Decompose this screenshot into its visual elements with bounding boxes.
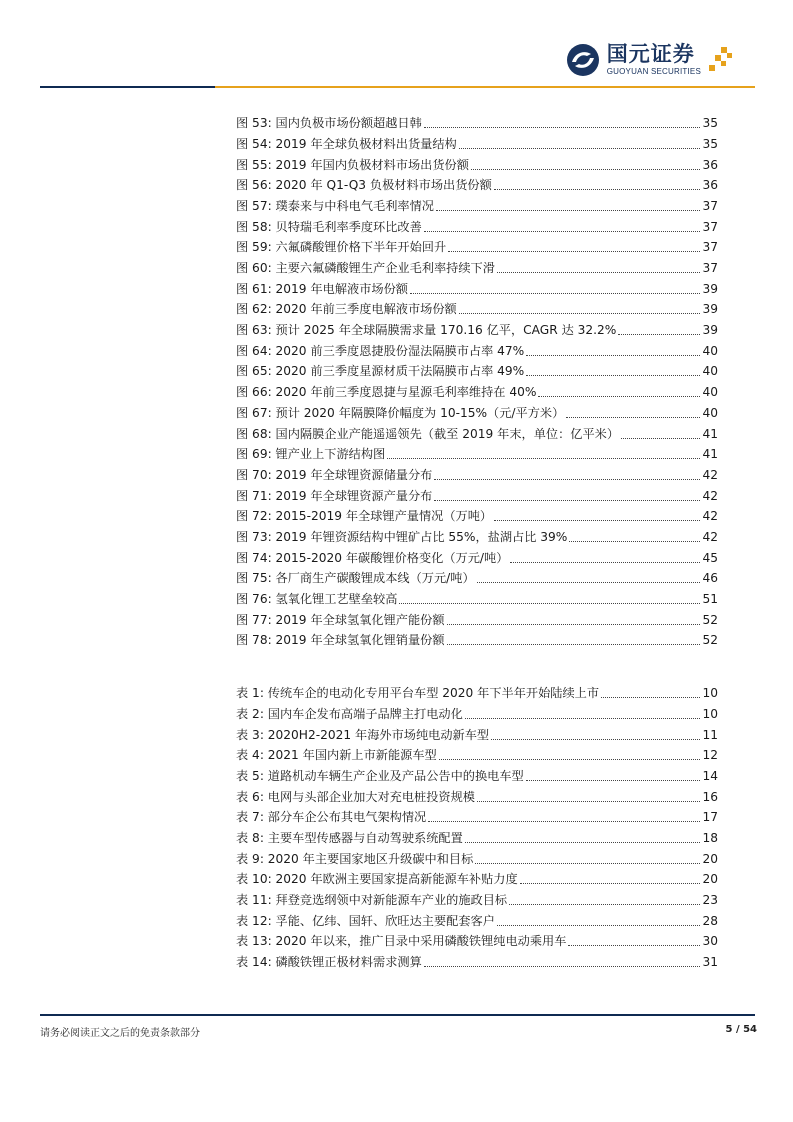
dot-leader bbox=[509, 892, 700, 905]
toc-entry[interactable] bbox=[236, 590, 718, 611]
dot-leader bbox=[491, 726, 700, 739]
toc-entry-page: 23 bbox=[702, 893, 718, 908]
toc-entry-page: 14 bbox=[702, 768, 718, 783]
dot-leader bbox=[569, 529, 700, 542]
logo-decoration-icon bbox=[707, 45, 733, 75]
toc-entry-page: 40 bbox=[702, 364, 718, 379]
dot-leader bbox=[477, 788, 701, 801]
toc-entry[interactable] bbox=[236, 321, 718, 342]
toc-entry-label: 表 10: 2020 年欧洲主要国家提高新能源车补贴力度 bbox=[236, 872, 518, 887]
toc-entry[interactable] bbox=[236, 611, 718, 632]
toc-entry-label: 表 12: 孚能、亿纬、国轩、欣旺达主要配套客户 bbox=[236, 913, 495, 928]
dot-leader bbox=[436, 198, 700, 211]
toc-entry-label: 图 61: 2019 年电解液市场份额 bbox=[236, 281, 408, 296]
toc-entry-label: 表 1: 传统车企的电动化专用平台车型 2020 年下半年开始陆续上市 bbox=[236, 686, 600, 701]
dot-leader bbox=[424, 954, 701, 967]
toc-entry-page: 36 bbox=[702, 178, 718, 193]
dot-leader bbox=[538, 384, 700, 397]
toc-entry[interactable] bbox=[236, 217, 718, 238]
toc-entry-label: 表 2: 国内车企发布高端子品牌主打电动化 bbox=[236, 706, 463, 721]
toc-entry-page: 12 bbox=[702, 748, 718, 763]
dot-leader bbox=[447, 612, 701, 625]
toc-entry-label: 图 67: 预计 2020 年隔膜降价幅度为 10-15%（元/平方米） bbox=[236, 405, 565, 420]
toc-entry[interactable] bbox=[236, 829, 718, 850]
toc-entry-label: 图 77: 2019 年全球氢氧化锂产能份额 bbox=[236, 612, 445, 627]
footer-disclaimer: 请务必阅读正文之后的免责条款部分 bbox=[40, 1028, 200, 1039]
toc-entry[interactable] bbox=[236, 362, 718, 383]
footer-rule bbox=[40, 1014, 755, 1016]
dot-leader bbox=[526, 768, 701, 781]
dot-leader bbox=[497, 260, 701, 273]
toc-entry[interactable] bbox=[236, 176, 718, 197]
toc-entry[interactable] bbox=[236, 808, 718, 829]
toc-entry-label: 图 56: 2020 年 Q1-Q3 负极材料市场出货份额 bbox=[236, 178, 492, 193]
dot-leader bbox=[434, 467, 700, 480]
toc-entry[interactable] bbox=[236, 197, 718, 218]
toc-entry-label: 图 57: 璞泰来与中科电气毛利率情况 bbox=[236, 198, 434, 213]
toc-entry-label: 图 70: 2019 年全球锂资源储量分布 bbox=[236, 467, 433, 482]
toc-entry-label: 表 11: 拜登竞选纲领中对新能源车产业的施政目标 bbox=[236, 893, 508, 908]
toc-entry[interactable] bbox=[236, 684, 718, 705]
dot-leader bbox=[465, 830, 701, 843]
toc-entry[interactable] bbox=[236, 850, 718, 871]
toc-entry[interactable] bbox=[236, 486, 718, 507]
toc-entry-label: 图 71: 2019 年全球锂资源产量分布 bbox=[236, 488, 433, 503]
dot-leader bbox=[510, 549, 700, 562]
dot-leader bbox=[520, 871, 701, 884]
dot-leader bbox=[526, 343, 700, 356]
toc-entry-label: 图 62: 2020 年前三季度电解液市场份额 bbox=[236, 302, 457, 317]
dot-leader bbox=[618, 322, 700, 335]
dot-leader bbox=[428, 809, 700, 822]
toc-entry-label: 图 55: 2019 年国内负极材料市场出货份额 bbox=[236, 157, 469, 172]
toc-entry[interactable] bbox=[236, 725, 718, 746]
toc-entry[interactable] bbox=[236, 507, 718, 528]
toc-entry-label: 图 58: 贝特瑞毛利率季度环比改善 bbox=[236, 219, 422, 234]
toc-entry-page: 35 bbox=[702, 136, 718, 151]
company-logo bbox=[565, 42, 733, 78]
toc-entry-page: 40 bbox=[702, 385, 718, 400]
toc-entry-label: 图 53: 国内负极市场份额超越日韩 bbox=[236, 116, 422, 131]
dot-leader bbox=[424, 218, 701, 231]
toc-entry-page: 18 bbox=[702, 831, 718, 845]
dot-leader bbox=[475, 851, 700, 864]
logo-chinese-name: 国元证券 bbox=[606, 42, 695, 66]
toc-entry-label: 图 60: 主要六氟磷酸锂生产企业毛利率持续下滑 bbox=[236, 261, 495, 275]
dot-leader bbox=[621, 425, 700, 438]
toc-entry-label: 图 78: 2019 年全球氢氧化锂销量份额 bbox=[236, 633, 445, 648]
dot-leader bbox=[494, 508, 700, 521]
toc-entry-page: 42 bbox=[702, 509, 718, 524]
toc-entry[interactable] bbox=[236, 342, 718, 363]
toc-entry-page: 30 bbox=[702, 934, 718, 949]
toc-entry[interactable] bbox=[236, 424, 718, 445]
toc-entry-label: 图 59: 六氟磷酸锂价格下半年开始回升 bbox=[236, 240, 447, 255]
toc-entry-label: 表 13: 2020 年以来，推广目录中采用磷酸铁锂纯电动乘用车 bbox=[236, 934, 567, 949]
dot-leader bbox=[399, 591, 700, 604]
dot-leader bbox=[526, 363, 700, 376]
dot-leader bbox=[459, 136, 701, 149]
toc-entry[interactable] bbox=[236, 569, 718, 590]
toc-entry-label: 图 72: 2015-2019 年全球锂产量情况（万吨） bbox=[236, 509, 493, 524]
toc-entry-label: 图 64: 2020 前三季度恩捷股份湿法隔膜市占率 47% bbox=[236, 343, 525, 358]
table-list bbox=[236, 684, 718, 974]
toc-entry[interactable] bbox=[236, 404, 718, 425]
logo-english-name: GUOYUAN SECURITIES bbox=[606, 67, 701, 76]
toc-entry-page: 36 bbox=[702, 157, 718, 172]
toc-entry-label: 图 63: 预计 2025 年全球隔膜需求量 170.16 亿平，CAGR 达 32.2% bbox=[236, 323, 617, 338]
toc-entry-page: 40 bbox=[702, 405, 718, 420]
toc-entry-label: 表 4: 2021 年国内新上市新能源车型 bbox=[236, 748, 437, 763]
toc-entry-label: 图 66: 2020 年前三季度恩捷与星源毛利率维持在 40% bbox=[236, 385, 537, 400]
toc-entry-page: 42 bbox=[702, 467, 718, 482]
toc-entry-page: 39 bbox=[702, 302, 718, 317]
toc-entry-page: 39 bbox=[702, 323, 718, 338]
toc-entry-page: 40 bbox=[702, 343, 718, 358]
dot-leader bbox=[387, 446, 700, 459]
dot-leader bbox=[568, 933, 700, 946]
toc-entry[interactable] bbox=[236, 300, 718, 321]
dot-leader bbox=[434, 487, 700, 500]
toc-entry[interactable] bbox=[236, 932, 718, 953]
toc-entry-label: 表 6: 电网与头部企业加大对充电桩投资规模 bbox=[236, 789, 475, 804]
dot-leader bbox=[447, 632, 701, 645]
toc-entry[interactable] bbox=[236, 631, 718, 652]
toc-entry[interactable] bbox=[236, 767, 718, 788]
toc-entry-label: 图 54: 2019 年全球负极材料出货量结构 bbox=[236, 136, 457, 151]
toc-entry[interactable] bbox=[236, 891, 718, 912]
toc-entry-page: 31 bbox=[702, 955, 718, 970]
dot-leader bbox=[566, 405, 700, 418]
toc-entry-label: 表 9: 2020 年主要国家地区升级碳中和目标 bbox=[236, 851, 474, 866]
dot-leader bbox=[471, 156, 701, 169]
toc-entry-page: 51 bbox=[702, 592, 718, 606]
toc-entry[interactable] bbox=[236, 953, 718, 974]
toc-entry-page: 37 bbox=[702, 261, 718, 275]
toc-entry[interactable] bbox=[236, 259, 718, 280]
dot-leader bbox=[477, 570, 701, 583]
dot-leader bbox=[424, 115, 701, 128]
toc-entry-page: 45 bbox=[702, 550, 718, 565]
toc-entry-label: 图 73: 2019 年锂资源结构中锂矿占比 55%，盐湖占比 39% bbox=[236, 529, 568, 544]
toc-entry-page: 11 bbox=[702, 727, 718, 742]
dot-leader bbox=[465, 706, 701, 719]
toc-entry-page: 46 bbox=[702, 571, 718, 586]
toc-entry-page: 37 bbox=[702, 219, 718, 234]
toc-entry[interactable] bbox=[236, 912, 718, 933]
toc-entry-page: 28 bbox=[702, 913, 718, 928]
toc-entry[interactable] bbox=[236, 746, 718, 767]
toc-entry-page: 52 bbox=[702, 633, 718, 648]
toc-entry-page: 35 bbox=[702, 116, 718, 131]
toc-entry[interactable] bbox=[236, 548, 718, 569]
toc-entry[interactable] bbox=[236, 787, 718, 808]
toc-entry-label: 表 14: 磷酸铁锂正极材料需求测算 bbox=[236, 955, 422, 970]
toc-entry[interactable] bbox=[236, 383, 718, 404]
toc-entry-label: 表 3: 2020H2-2021 年海外市场纯电动新车型 bbox=[236, 727, 490, 742]
toc-entry-page: 10 bbox=[702, 706, 718, 721]
toc-entry-label: 图 65: 2020 前三季度星源材质干法隔膜市占率 49% bbox=[236, 364, 525, 379]
toc-entry-page: 52 bbox=[702, 612, 718, 627]
toc-entry[interactable] bbox=[236, 445, 718, 466]
toc-entry-page: 41 bbox=[702, 447, 718, 462]
toc-entry[interactable] bbox=[236, 114, 718, 135]
toc-entry[interactable] bbox=[236, 466, 718, 487]
toc-entry[interactable] bbox=[236, 528, 718, 549]
toc-entry[interactable] bbox=[236, 155, 718, 176]
toc-entry[interactable] bbox=[236, 280, 718, 301]
toc-entry-label: 图 76: 氢氧化锂工艺壁垒较高 bbox=[236, 592, 398, 606]
toc-entry-page: 20 bbox=[702, 851, 718, 866]
toc-entry-page: 17 bbox=[702, 810, 718, 825]
toc-entry[interactable] bbox=[236, 705, 718, 726]
toc-entry-label: 表 5: 道路机动车辆生产企业及产品公告中的换电车型 bbox=[236, 768, 524, 783]
page-number: 5 / 54 bbox=[725, 1024, 757, 1035]
toc-entry-page: 16 bbox=[702, 789, 718, 804]
figure-list bbox=[236, 114, 718, 652]
toc-entry-page: 20 bbox=[702, 872, 718, 887]
toc-entry-page: 42 bbox=[702, 529, 718, 544]
toc-entry-page: 37 bbox=[702, 198, 718, 213]
toc-entry-label: 图 75: 各厂商生产碳酸锂成本线（万元/吨） bbox=[236, 571, 475, 586]
toc-entry-label: 图 68: 国内隔膜企业产能遥遥领先（截至 2019 年末，单位：亿平米） bbox=[236, 426, 620, 441]
dot-leader bbox=[494, 177, 701, 190]
guoyuan-logo-icon bbox=[565, 42, 601, 78]
dot-leader bbox=[459, 301, 701, 314]
toc-entry[interactable] bbox=[236, 870, 718, 891]
toc-entry[interactable] bbox=[236, 238, 718, 259]
toc-entry-page: 37 bbox=[702, 240, 718, 255]
toc-entry-label: 图 69: 锂产业上下游结构图 bbox=[236, 447, 386, 462]
toc-entry-page: 41 bbox=[702, 426, 718, 441]
toc-entry-page: 10 bbox=[702, 686, 718, 701]
dot-leader bbox=[601, 685, 700, 698]
toc-entry[interactable] bbox=[236, 135, 718, 156]
toc-entry-page: 42 bbox=[702, 488, 718, 503]
toc-entry-label: 表 8: 主要车型传感器与自动驾驶系统配置 bbox=[236, 831, 463, 845]
toc-entry-label: 图 74: 2015-2020 年碳酸锂价格变化（万元/吨） bbox=[236, 550, 509, 565]
dot-leader bbox=[448, 239, 700, 252]
toc-entry-label: 表 7: 部分车企公布其电气架构情况 bbox=[236, 810, 427, 825]
dot-leader bbox=[497, 913, 701, 926]
dot-leader bbox=[410, 281, 701, 294]
dot-leader bbox=[439, 747, 701, 760]
toc-entry-page: 39 bbox=[702, 281, 718, 296]
header-rule bbox=[40, 86, 755, 88]
